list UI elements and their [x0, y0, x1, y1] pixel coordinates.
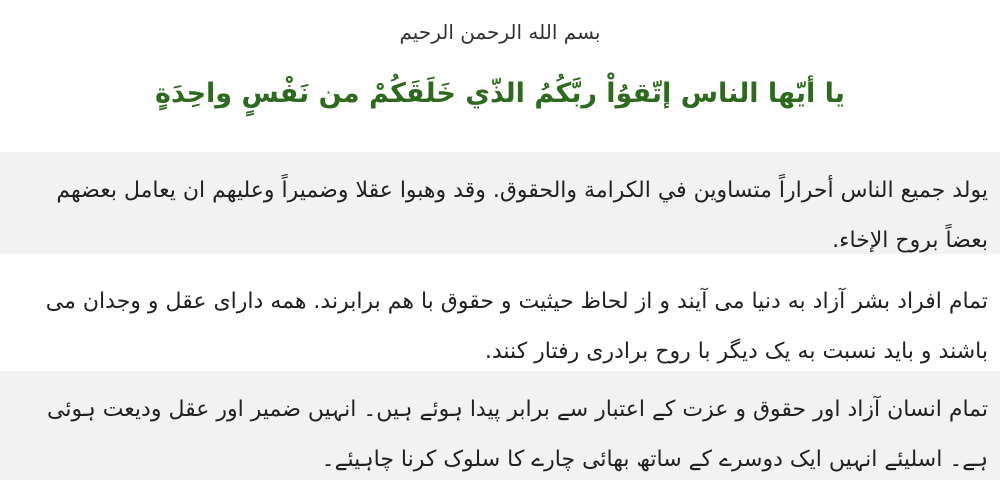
- verse-heading: يا أيّها الناس إتّقوُاْ ربَّكُمُ الذّي خَلَقَكُمْ من نَفْسٍ واحِدَةٍ: [155, 78, 845, 109]
- arabic-paragraph: يولد جميع الناس أحراراً متساوين في الكرامة والحقوق. وقد وهبوا عقلا وضميراً وعليهم ان يعامل بعضهم بعضاً بروح الإخاء.: [0, 152, 1000, 254]
- basmala-heading: بسم الله الرحمن الرحيم: [399, 20, 601, 44]
- persian-paragraph: تمام افراد بشر آزاد به دنیا می آیند و از لحاظ حیثیت و حقوق با هم برابرند. همه دارای عقل و وجدان می باشند و باید نسبت به یک دیگر با روح برادری رفتار کنند.: [45, 289, 988, 364]
- urdu-paragraph: تمام انسان آزاد اور حقوق و عزت کے اعتبار سے برابر پیدا ہوئے ہیں۔ انہیں ضمیر اور عقل ودیعت ہوئی ہے۔ اسلیئے انہیں ایک دوسرے کے ساتھ بھائی چارے کا سلوک کرنا چاہیئے۔: [0, 371, 1000, 480]
